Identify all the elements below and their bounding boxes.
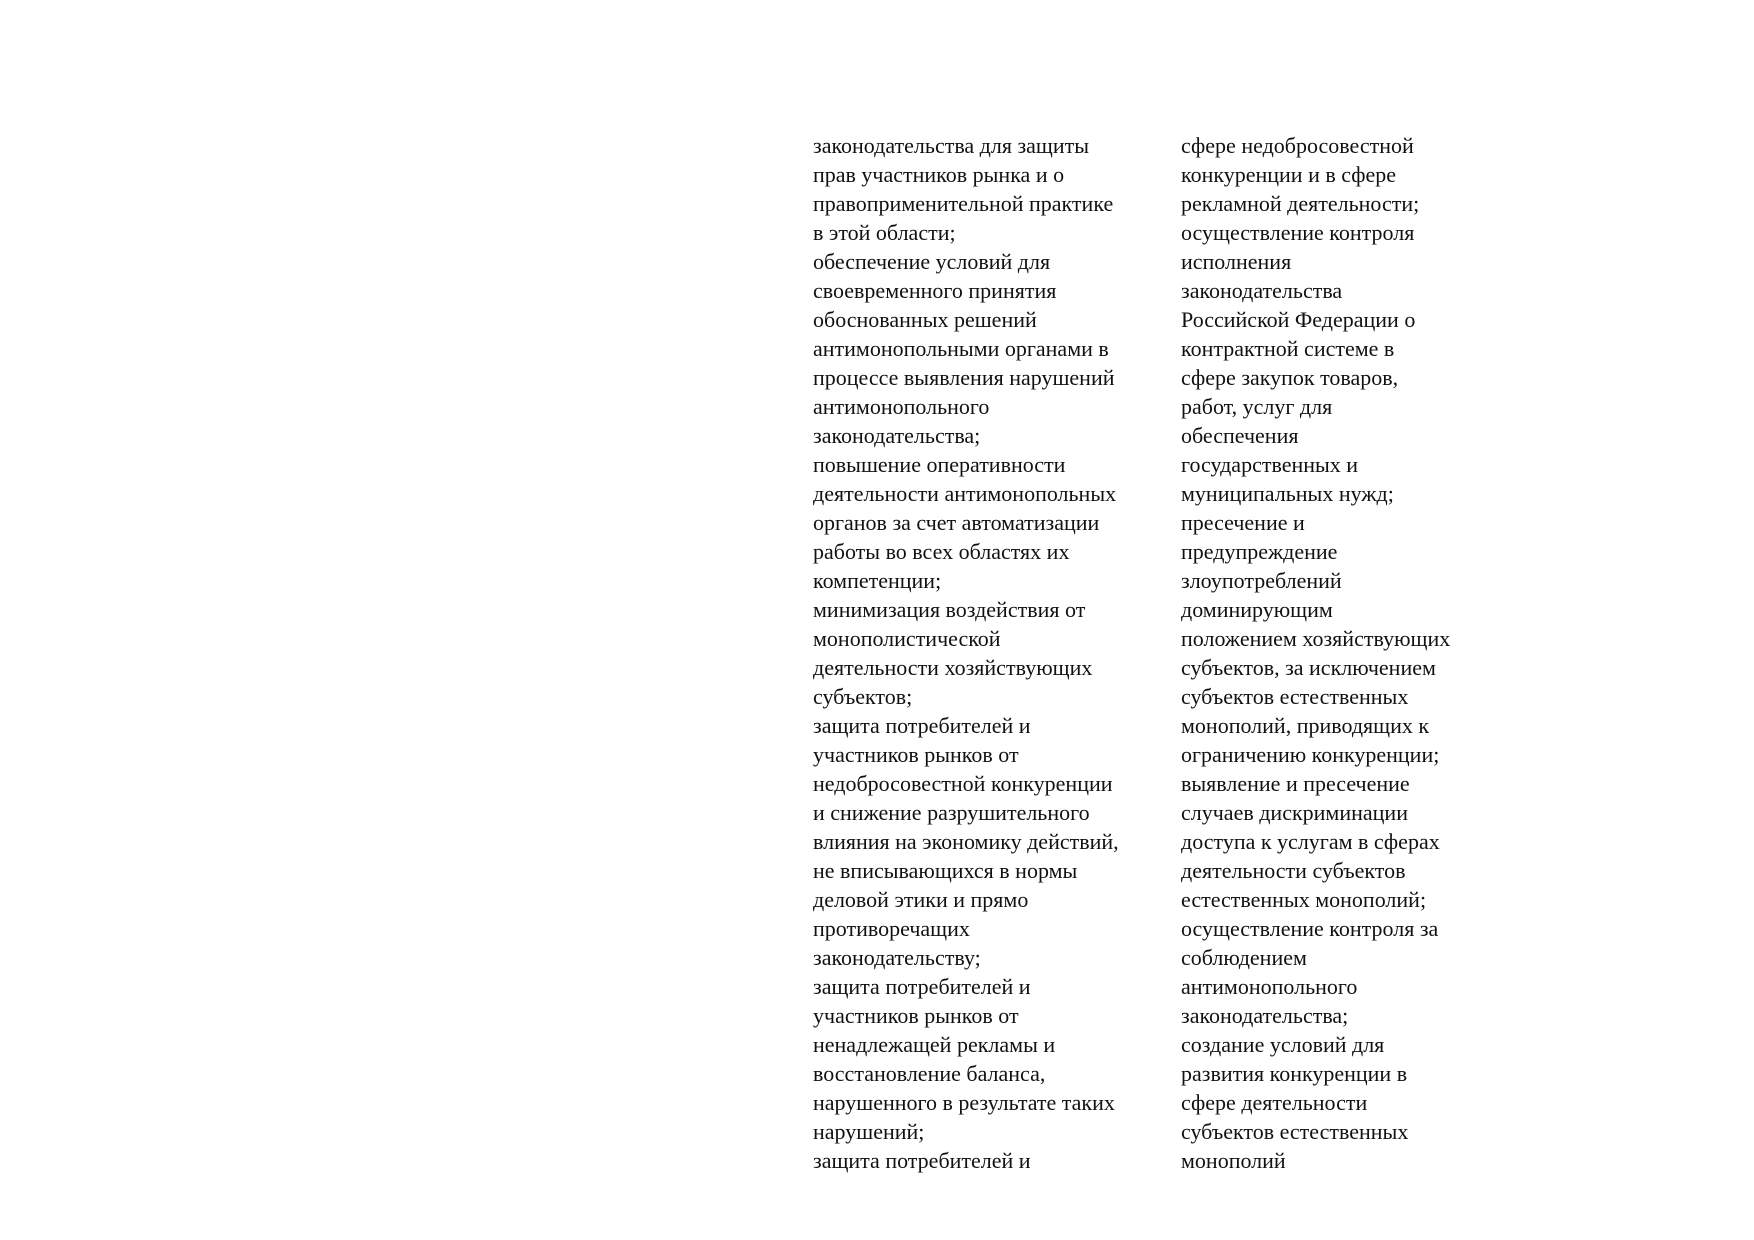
- text-line: прав участников рынка и о: [813, 162, 1065, 187]
- text-line: деятельности антимонопольных: [813, 481, 1117, 506]
- text-line: субъектов, за исключением: [1181, 655, 1436, 680]
- text-line: контрактной системе в: [1181, 336, 1395, 361]
- text-line: государственных и: [1181, 452, 1359, 477]
- text-line: минимизация воздействия от: [813, 597, 1086, 622]
- text-line: защита потребителей и: [813, 1148, 1031, 1173]
- text-line: осуществление контроля: [1181, 220, 1415, 245]
- text-line: ненадлежащей рекламы и: [813, 1032, 1056, 1057]
- text-line: обеспечение условий для: [813, 249, 1051, 274]
- text-line: и снижение разрушительного: [813, 800, 1090, 825]
- text-line: доступа к услугам в сферах: [1181, 829, 1440, 854]
- text-line: сфере недобросовестной: [1181, 133, 1414, 158]
- text-line: в этой области;: [813, 220, 956, 245]
- text-line: монополий, приводящих к: [1181, 713, 1430, 738]
- text-line: субъектов естественных: [1181, 684, 1409, 709]
- text-line: доминирующим: [1181, 597, 1333, 622]
- text-line: влияния на экономику действий,: [813, 829, 1119, 854]
- text-line: выявление и пресечение: [1181, 771, 1410, 796]
- text-line: создание условий для: [1181, 1032, 1385, 1057]
- text-line: участников рынков от: [813, 742, 1019, 767]
- text-line: случаев дискриминации: [1181, 800, 1408, 825]
- text-line: работы во всех областях их: [813, 539, 1070, 564]
- text-line: недобросовестной конкуренции: [813, 771, 1113, 796]
- text-line: монополистической: [813, 626, 1001, 651]
- text-line: развития конкуренции в: [1181, 1061, 1408, 1086]
- text-line: компетенции;: [813, 568, 942, 593]
- text-line: нарушений;: [813, 1119, 925, 1144]
- text-line: процессе выявления нарушений: [813, 365, 1115, 390]
- text-line: субъектов естественных: [1181, 1119, 1409, 1144]
- text-line: законодательства;: [813, 423, 981, 448]
- text-line: субъектов;: [813, 684, 913, 709]
- text-line: органов за счет автоматизации: [813, 510, 1100, 535]
- text-line: не вписывающихся в нормы: [813, 858, 1078, 883]
- text-line: конкуренции и в сфере: [1181, 162, 1397, 187]
- text-line: деятельности хозяйствующих: [813, 655, 1093, 680]
- text-line: обеспечения: [1181, 423, 1299, 448]
- text-line: законодательства: [1181, 278, 1343, 303]
- text-line: защита потребителей и: [813, 713, 1031, 738]
- text-line: естественных монополий;: [1181, 887, 1427, 912]
- text-line: соблюдением: [1181, 945, 1307, 970]
- text-line: повышение оперативности: [813, 452, 1066, 477]
- text-line: законодательства;: [1181, 1003, 1349, 1028]
- text-line: обоснованных решений: [813, 307, 1037, 332]
- text-line: восстановление баланса,: [813, 1061, 1046, 1086]
- text-line: ограничению конкуренции;: [1181, 742, 1440, 767]
- text-line: пресечение и: [1181, 510, 1305, 535]
- right-text-column: [1181, 131, 1511, 1175]
- text-line: деятельности субъектов: [1181, 858, 1406, 883]
- text-line: сфере деятельности: [1181, 1090, 1368, 1115]
- text-line: деловой этики и прямо: [813, 887, 1029, 912]
- text-line: предупреждение: [1181, 539, 1338, 564]
- text-line: законодательству;: [813, 945, 981, 970]
- text-line: осуществление контроля за: [1181, 916, 1439, 941]
- text-line: сфере закупок товаров,: [1181, 365, 1399, 390]
- text-line: работ, услуг для: [1181, 394, 1333, 419]
- text-line: защита потребителей и: [813, 974, 1031, 999]
- text-line: положением хозяйствующих: [1181, 626, 1451, 651]
- text-line: нарушенного в результате таких: [813, 1090, 1115, 1115]
- text-line: правоприменительной практике: [813, 191, 1114, 216]
- text-line: исполнения: [1181, 249, 1292, 274]
- text-line: антимонопольного: [813, 394, 990, 419]
- text-line: антимонопольного: [1181, 974, 1358, 999]
- text-line: рекламной деятельности;: [1181, 191, 1420, 216]
- text-line: участников рынков от: [813, 1003, 1019, 1028]
- text-line: законодательства для защиты: [813, 133, 1090, 158]
- text-line: антимонопольными органами в: [813, 336, 1109, 361]
- left-text-column: [813, 131, 1173, 1175]
- text-line: монополий: [1181, 1148, 1286, 1173]
- text-line: муниципальных нужд;: [1181, 481, 1394, 506]
- text-line: противоречащих: [813, 916, 970, 941]
- text-line: своевременного принятия: [813, 278, 1057, 303]
- text-line: Российской Федерации о: [1181, 307, 1416, 332]
- text-line: злоупотреблений: [1181, 568, 1342, 593]
